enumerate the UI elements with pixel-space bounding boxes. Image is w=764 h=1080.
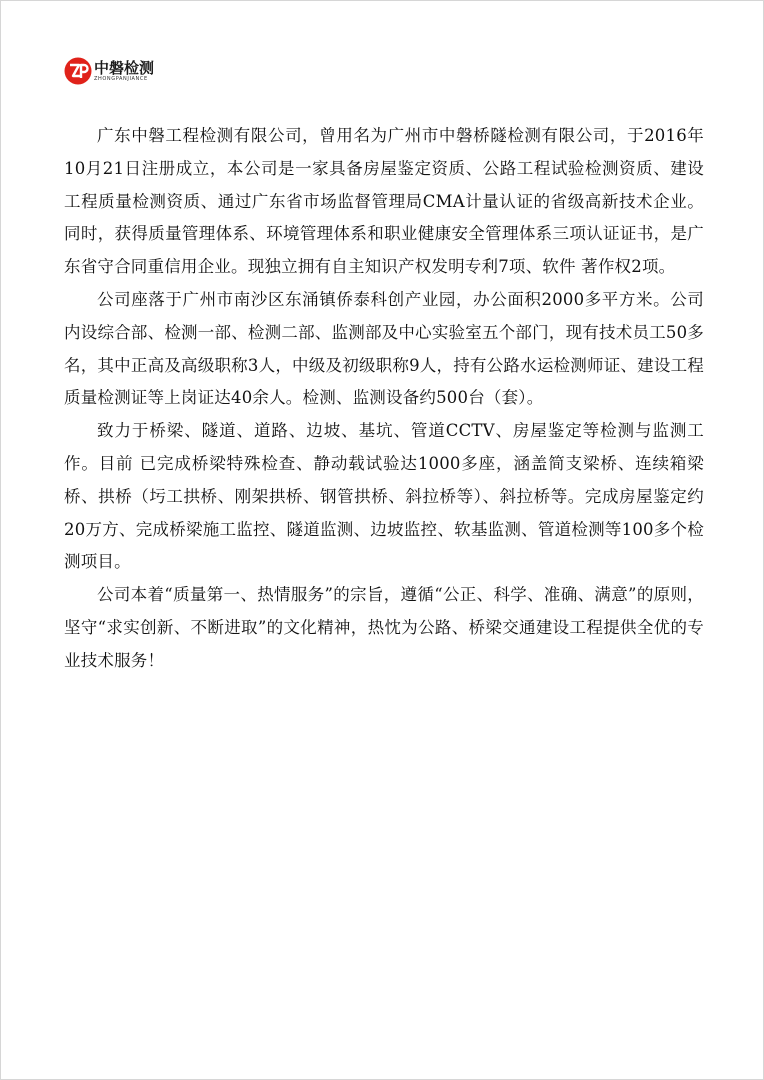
logo-subtitle: ZHONGPANJIANCE <box>94 75 148 82</box>
logo-text <box>94 58 155 82</box>
logo-name: 中磐检测 <box>94 58 155 77</box>
paragraph-mission: 公司本着“质量第一、热情服务”的宗旨，遵循“公正、科学、准确、满意”的原则，坚守“求实创新、不断进取”的文化精神，热忱为公路、桥梁交通建设工程提供全优的专业技术服务！ <box>64 585 704 670</box>
document-body <box>64 120 704 678</box>
zp-logo-icon <box>64 57 92 85</box>
paragraph-location-staff: 公司座落于广州市南沙区东涌镇侨泰科创产业园，办公面积2000多平方米。公司内设综合部、检测一部、检测二部、监测部及中心实验室五个部门，现有技术员工50多名，其中正高及高级职称3人，中级及初级职称9人，持有公路水运检测师证、建设工程质量检测证等上岗证达40余人。检测、监测设备约500台（套）。 <box>64 289 704 408</box>
company-logo <box>64 55 154 87</box>
paragraph-services: 致力于桥梁、隧道、道路、边坡、基坑、管道CCTV、房屋鉴定等检测与监测工作。目前 已完成桥梁特殊检查、静动载试验达1000多座，涵盖简支梁桥、连续箱梁桥、拱桥（圬工拱桥、刚架拱桥、钢管拱桥、斜拉桥等）、斜拉桥等。完成房屋鉴定约20万方、完成桥梁施工监控、隧道监测、边坡监控、软基监测、管道检测等100多个检测项目。 <box>64 421 704 572</box>
paragraph-company-intro: 广东中磐工程检测有限公司，曾用名为广州市中磐桥隧检测有限公司，于2016年10月21日注册成立，本公司是一家具备房屋鉴定资质、公路工程试验检测资质、建设工程质量检测资质、通过广东省市场监督管理局CMA计量认证的省级高新技术企业。同时，获得质量管理体系、环境管理体系和职业健康安全管理体系三项认证证书，是广东省守合同重信用企业。现独立拥有自主知识产权发明专利7项、软件 著作权2项。 <box>64 126 704 277</box>
